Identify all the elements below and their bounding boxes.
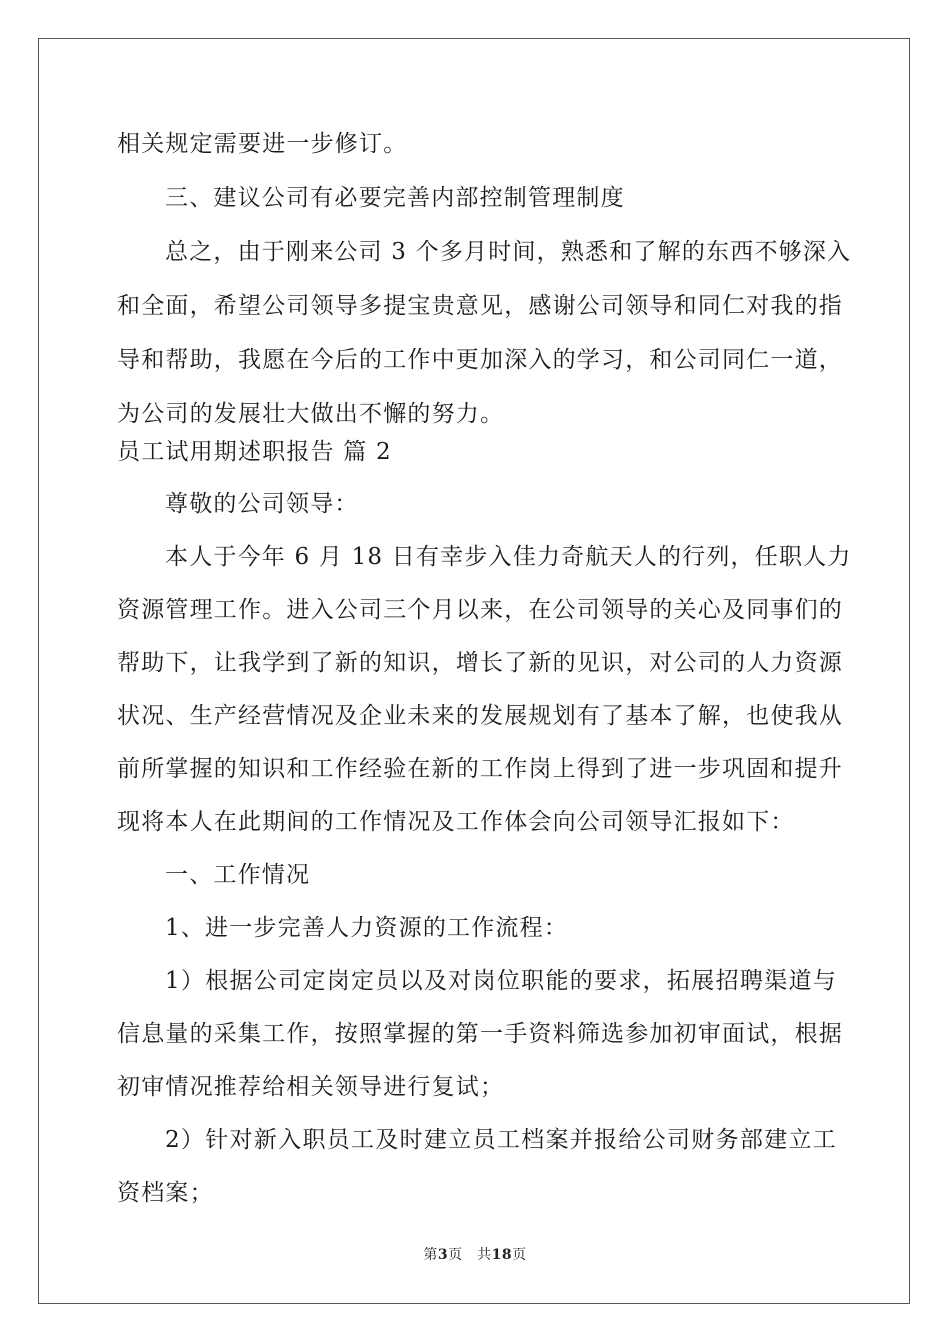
section-heading: 一、工作情况 bbox=[165, 862, 311, 888]
paragraph-line: 总之，由于刚来公司 3 个多月时间，熟悉和了解的东西不够深入 bbox=[165, 239, 852, 265]
paragraph-line: 1）根据公司定岗定员以及对岗位职能的要求，拓展招聘渠道与 bbox=[165, 968, 837, 994]
page-label-suffix: 页 bbox=[512, 1247, 527, 1263]
total-pages-number: 18 bbox=[491, 1247, 513, 1263]
paragraph-line: 相关规定需要进一步修订。 bbox=[117, 131, 408, 157]
paragraph-line: 现将本人在此期间的工作情况及工作体会向公司领导汇报如下： bbox=[117, 809, 795, 835]
paragraph-line: 前所掌握的知识和工作经验在新的工作岗上得到了进一步巩固和提升 bbox=[117, 756, 843, 782]
paragraph-line: 初审情况推荐给相关领导进行复试； bbox=[117, 1074, 505, 1100]
current-page-number: 3 bbox=[437, 1247, 449, 1263]
subsection-heading: 1、进一步完善人力资源的工作流程： bbox=[165, 915, 569, 941]
page-footer bbox=[0, 1244, 950, 1264]
report-title: 员工试用期述职报告 篇 2 bbox=[117, 439, 392, 465]
paragraph-line: 资源管理工作。进入公司三个月以来，在公司领导的关心及同事们的 bbox=[117, 597, 843, 623]
paragraph-line: 2）针对新入职员工及时建立员工档案并报给公司财务部建立工 bbox=[165, 1127, 837, 1153]
paragraph-line: 本人于今年 6 月 18 日有幸步入佳力奇航天人的行列，任职人力 bbox=[165, 544, 852, 570]
page-label-mid: 页 共 bbox=[448, 1247, 492, 1263]
page-label-prefix: 第 bbox=[423, 1247, 438, 1263]
salutation: 尊敬的公司领导： bbox=[165, 491, 359, 517]
paragraph-line: 和全面，希望公司领导多提宝贵意见，感谢公司领导和同仁对我的指 bbox=[117, 293, 843, 319]
paragraph-line: 状况、生产经营情况及企业未来的发展规划有了基本了解，也使我从 bbox=[117, 703, 843, 729]
paragraph-line: 信息量的采集工作，按照掌握的第一手资料筛选参加初审面试，根据 bbox=[117, 1021, 843, 1047]
paragraph-line: 为公司的发展壮大做出不懈的努力。 bbox=[117, 401, 505, 427]
paragraph-line: 帮助下，让我学到了新的知识，增长了新的见识，对公司的人力资源 bbox=[117, 650, 843, 676]
paragraph-line: 导和帮助，我愿在今后的工作中更加深入的学习，和公司同仁一道， bbox=[117, 347, 843, 373]
section-heading: 三、建议公司有必要完善内部控制管理制度 bbox=[165, 185, 625, 211]
paragraph-line: 资档案； bbox=[117, 1180, 214, 1206]
